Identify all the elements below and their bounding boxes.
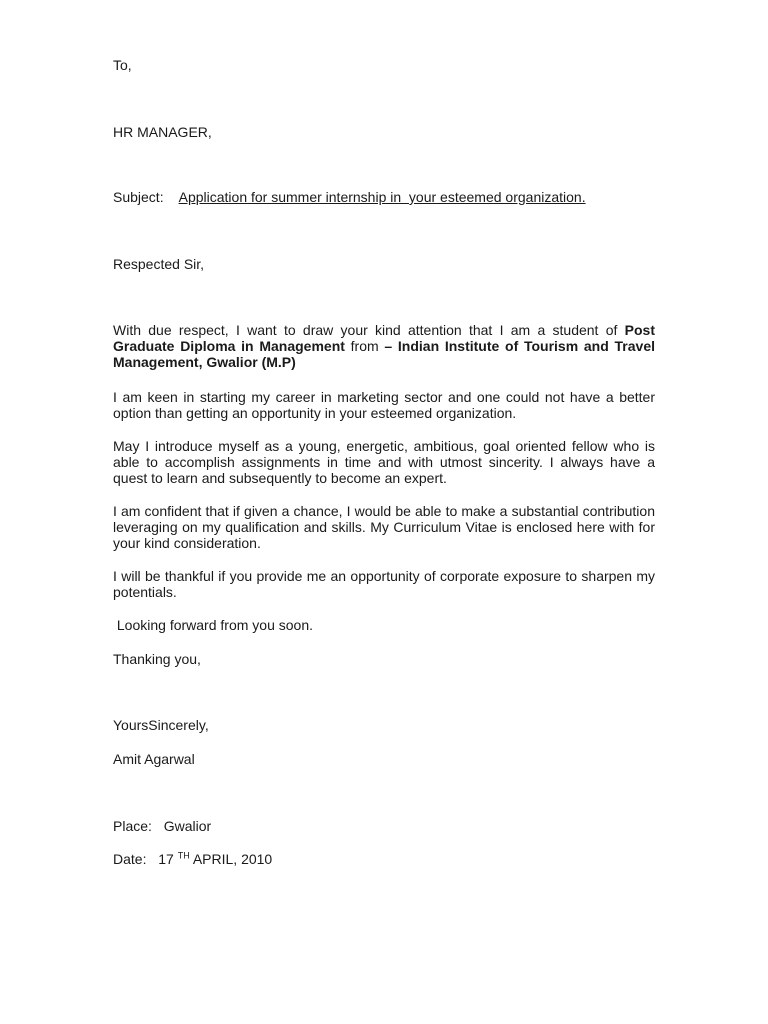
paragraph-intro — [113, 322, 655, 370]
salutation: Respected Sir, — [113, 256, 205, 272]
subject-label: Subject: — [113, 189, 164, 205]
place-value: Gwalior — [163, 818, 212, 834]
paragraph-introduction: May I introduce myself as a young, energetic, ambitious, goal oriented fellow who is able to accomplish assignments in time and with utmost sincerity. I always have a quest to learn and subsequently to become an expert. — [113, 438, 655, 486]
paragraph-career: I am keen in starting my career in marketing sector and one could not have a better option than getting an opportunity in your esteemed organization. — [113, 389, 655, 421]
recipient: HR MANAGER, — [113, 124, 212, 140]
date-line — [113, 851, 272, 867]
paragraph-intro-text-1: With due respect, I want to draw your kind attention that I am a student of — [113, 322, 625, 338]
date-day: 17 — [158, 851, 174, 867]
paragraph-intro-text-2: from — [344, 338, 385, 354]
address-to: To, — [113, 57, 132, 73]
closing-line: YoursSincerely, — [113, 717, 209, 733]
paragraph-thankful: I will be thankful if you provide me an opportunity of corporate exposure to sharpen my potentials. — [113, 568, 655, 600]
paragraph-confidence: I am confident that if given a chance, I would be able to make a substantial contribution leveraging on my qualification and skills. My Curriculum Vitae is enclosed here with for your kind consideration. — [113, 503, 655, 551]
program-name: Post Graduate Diploma in Management — [113, 322, 655, 354]
thanking-line: Thanking you, — [113, 651, 201, 667]
institute-name: – Indian Institute of Tourism and Travel Management, Gwalior (M.P) — [113, 338, 655, 370]
date-ordinal: TH — [177, 850, 190, 861]
signature-name: Amit Agarwal — [113, 751, 195, 767]
subject-line — [113, 189, 586, 205]
looking-forward: Looking forward from you soon. — [113, 617, 313, 633]
place-label: Place: — [113, 818, 152, 834]
place-line — [113, 818, 211, 834]
date-label: Date: — [113, 851, 147, 867]
date-rest: APRIL, 2010 — [189, 851, 273, 867]
subject-text: Application for summer internship in your esteemed organization. — [178, 189, 586, 205]
